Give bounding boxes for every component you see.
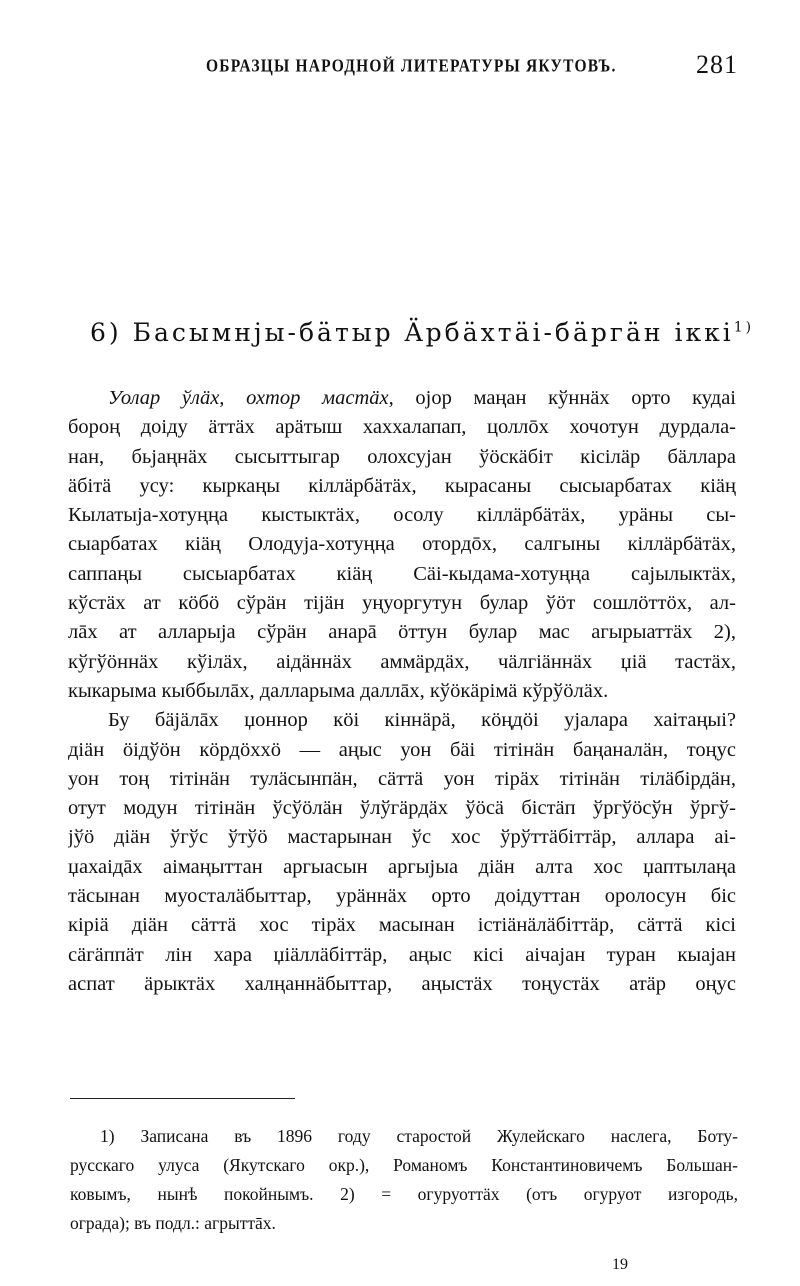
- text-line: тäсынан муосталäбыттар, урäннäх орто доiдуттан оролосун бiс: [68, 885, 736, 908]
- footnote-line: ограда); въ подл.: агрыттāх.: [70, 1213, 276, 1233]
- text-line: Уолар ўлäх, охтор мастäх, ојор маңан кўннäх орто кудаі: [108, 387, 736, 409]
- text-line: Кылатыја-хотуңңа кыстыктäх, осолу кiллäрбäтäх, урäны сы-: [68, 504, 736, 527]
- text-line: отут модун тiтiнäн ўсўöлäн ўлўгäрдäх ўöсä бiстäп ўргўöсўн ўргў-: [68, 797, 736, 820]
- text-line: äбiтä усу: кыркаңы кiллäрбäтäх, кырасаны сысыарбатах кiäң: [68, 474, 736, 497]
- text-line: сыарбатах кiäң Олодуја-хотуңңа отордōх, салгыны кiллäрбäтäх,: [68, 533, 736, 556]
- running-head: [70, 48, 738, 88]
- lead-italic: Уолар ўлäх, охтор мастäх,: [108, 387, 394, 409]
- text-line: уон тоң тiтiнäн тулäсынпäн, сäттä уон тiрäх тiтiнäн тiлäбiрдäн,: [68, 767, 736, 790]
- footnote-divider: [70, 1098, 295, 1099]
- footnotes: [70, 1122, 738, 1238]
- text-line: кiрiä дiäн сäттä хос тiрäх масынан iстiäнäлäбiттäр, сäттä кiсi: [68, 914, 736, 937]
- text-line: кыкарыма кыббылāх, далларыма даллāх, кўöкäрiмä кўрўöлäх.: [68, 679, 609, 702]
- footnote-line: русскаго улуса (Якутскаго окр.), Романомъ Константиновичемъ Большан-: [70, 1155, 738, 1175]
- text-line: јўö дiäн ўгўс ўтўö мастарынан ўс хос ўрўттäбiттäр, аллара аi-: [68, 826, 736, 849]
- running-title: ОБРАЗЦЫ НАРОДНОЙ ЛИТЕРАТУРЫ ЯКУТОВЪ.: [206, 56, 617, 77]
- body-text: [68, 384, 736, 999]
- page-number: 281: [696, 50, 738, 79]
- text-line: нан, бьјаңнäх сысыттыгар олохсујан ўöскäбiт кiсiлäр бäллара: [68, 445, 736, 468]
- text-line: кўстäх ат кöбö сўрäн тijäн уңуоргутун булар ўöт сошлöттöх, ал-: [68, 592, 736, 615]
- text-line: кўгўöннäх кўiлäх, аiдäннäх аммäрдäх, чäлгiäннäх џiä тастäх,: [68, 650, 736, 673]
- text-line: Бу бäјäлāх џоннор кöi кiннäрä, кöңдöi ујалара хаiтаңыi?: [108, 709, 736, 732]
- footnote-line: ковымъ, нынѣ покойнымъ. 2) = огуруоттäх (отъ огуруот изгородь,: [70, 1184, 738, 1204]
- footnote-line: 1) Записана въ 1896 году старостой Жулейскаго наслега, Боту-: [100, 1126, 738, 1146]
- text-line: дiäн öiдўöн кöрдöххö — аңыс уон бäi тiтiнäн баңаналäн, тоңус: [68, 738, 736, 761]
- text-line: аспат äрыктäх халңаннäбыттар, аңыстäх тоңустäх атäр оңус: [68, 972, 736, 995]
- section-heading-text: 6) Басымнjы-бäтыр Äрбäхтäi-бäргäн iккi: [90, 318, 734, 347]
- sheet-signature: 19: [612, 1256, 628, 1273]
- text-line: лāх ат алларыја сўрäн анарā öттун булар мас агырыаттäх 2),: [68, 621, 736, 644]
- text-line: саппаңы сысыарбатах кiäң Сäi-кыдама-хотуңңа сајылыктäх,: [68, 562, 736, 585]
- text-line: сäгäппäт лiн хара џiäллäбiттäр, аңыс кiсi аiчајан туран кыајан: [68, 943, 736, 966]
- section-heading: [90, 318, 755, 347]
- footnote-ref: 1): [733, 319, 755, 336]
- text-line: бороң доіду äттäх арäтыш хаххалапап, цоллōх хочотун дурдала-: [68, 416, 736, 439]
- text-line: џахаiдāх аiмаңыттан аргыасын аргыјыа дiäн алта хос џаптылаңа: [68, 855, 736, 878]
